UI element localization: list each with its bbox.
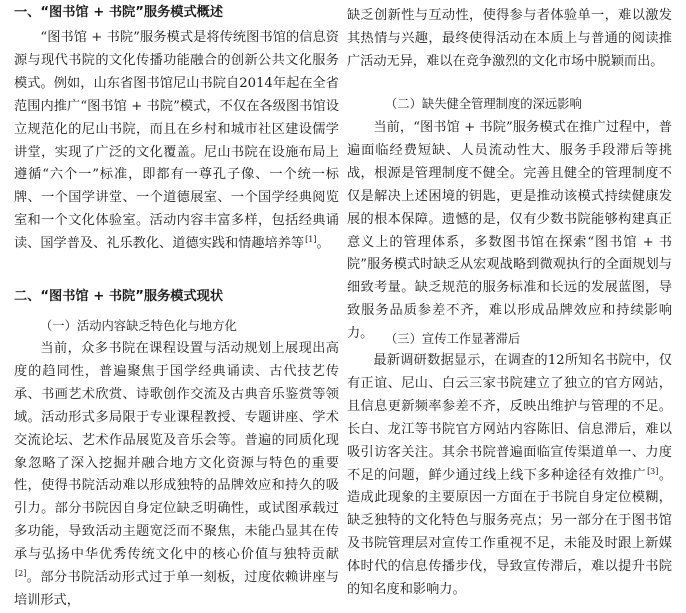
citation-3: [3] — [647, 466, 659, 476]
section-1-paragraph — [14, 27, 339, 256]
subsection-2-paragraph-block — [347, 117, 672, 346]
section-1-paragraph-block — [14, 27, 339, 256]
section-1-heading-block — [14, 3, 339, 23]
section-1-heading: 一、“图书馆 + 书院”服务模式概述 — [14, 5, 224, 20]
paragraph-text: 当前，众多书院在课程设置与活动规划上展现出高度的趋同性，普遍聚焦于国学经典诵读、古代技艺传承、书画艺术欣赏、诗歌创作交流及古典音乐鉴赏等领域。活动形式多局限于专业课程教授、专题讲座、学术交流论坛、艺术作品展览及音乐会等。普遍的同质化现象忽略了深入挖掘并融合地方文化资源与特色的重要性，使得书院活动难以形成独特的品牌效应和持久的吸引力。部分书院因自身定位缺乏明确性，或试图承载过多功能，导致活动主题宽泛而不聚焦，未能凸显其在传承与弘扬中华优秀传统文化中的核心价值与独特贡献 — [14, 341, 339, 563]
citation-1: [1] — [305, 235, 317, 245]
section-2-heading-block — [14, 287, 339, 307]
subsection-2-heading-block — [347, 94, 672, 114]
section-2-heading: 二、“图书馆 + 书院”服务模式现状 — [14, 289, 224, 304]
section-2-paragraph-block — [14, 338, 339, 613]
subsection-3-paragraph — [347, 350, 672, 602]
subsection-3-heading-block — [347, 329, 672, 349]
paragraph-tail: 。造成此现象的主要原因一方面在于书院自身定位模糊，缺乏独特的文化特色与服务亮点；另一部分在于图书馆及书院管理层对宣传工作重视不足，未能及时跟上新媒体时代的信息传播步伐，导致宣传滞后，难以提升书院的知名度和影响力。 — [347, 467, 672, 598]
subsection-1-heading: （一）活动内容缺乏特色化与地方化 — [40, 319, 237, 333]
paragraph-text: “图书馆 + 书院”服务模式是将传统图书馆的信息资源与现代书院的文化传播功能融合的创新公共文化服务模式。例如，山东省图书馆尼山书院自2014年起在全省范围内推广“图书馆 + 书院”模式，不仅在各级图书馆设立规范化的尼山书院，而且在乡村和城市社区建设儒学讲堂，实现了广泛的文化覆盖。尼山书院在设施布局上遵循“六个一”标准，即都有一尊孔子像、一个统一标牌、一个国学讲堂、一个道德展室、一个国学经典阅览室和一个文化体验室。活动内容丰富多样，包括经典诵读、国学普及、礼乐教化、道德实践和情趣培养等 — [14, 30, 339, 252]
paragraph-tail: 。 — [316, 236, 330, 252]
subsection-3-paragraph-block — [347, 350, 672, 602]
subsection-3-heading: （三）宣传工作显著滞后 — [385, 332, 521, 346]
subsection-2-paragraph: 当前，“图书馆 + 书院”服务模式在推广过程中，普遍面临经费短缺、人员流动性大、服务手段滞后等挑战，根源是管理制度不健全。完善且健全的管理制度不仅是解决上述困境的钥匙，更是推动该模式持续健康发展的根本保障。遗憾的是，仅有少数书院能够构建真正意义上的管理体系，多数图书馆在探索“图书馆 + 书院”服务模式时缺乏从宏观战略到微观执行的全面规划与细致考量。缺乏规范的服务标准和长远的发展蓝图，导致服务品质参差不齐，难以形成品牌效应和持续影响力。 — [347, 120, 672, 342]
paragraph-text: 最新调研数据显示，在调查的12所知名书院中，仅有正谊、尼山、白云三家书院建立了独立的官方网站，且信息更新频率参差不齐，反映出维护与管理的不足。长白、龙江等书院官方网站内容陈旧、信息滞后，难以吸引访客关注。其余书院普遍面临宣传渠道单一、力度不足的问题，鲜少通过线上线下多种途径有效推广 — [347, 353, 672, 483]
subsection-2-heading: （二）缺失健全管理制度的深远影响 — [385, 97, 582, 111]
section-2-paragraph — [14, 338, 339, 613]
paragraph-tail: 。部分书院活动形式过于单一刻板，过度依赖讲座与培训形式， — [14, 570, 339, 608]
continued-paragraph: 缺乏创新性与互动性，使得参与者体验单一，难以激发其热情与兴趣，最终使得活动在本质上与普通的阅读推广活动无异，难以在竞争激烈的文化市场中脱颖而出。 — [347, 8, 672, 69]
citation-2: [2] — [15, 569, 27, 579]
continued-paragraph-block — [347, 5, 672, 74]
subsection-1-heading-block — [14, 316, 339, 336]
